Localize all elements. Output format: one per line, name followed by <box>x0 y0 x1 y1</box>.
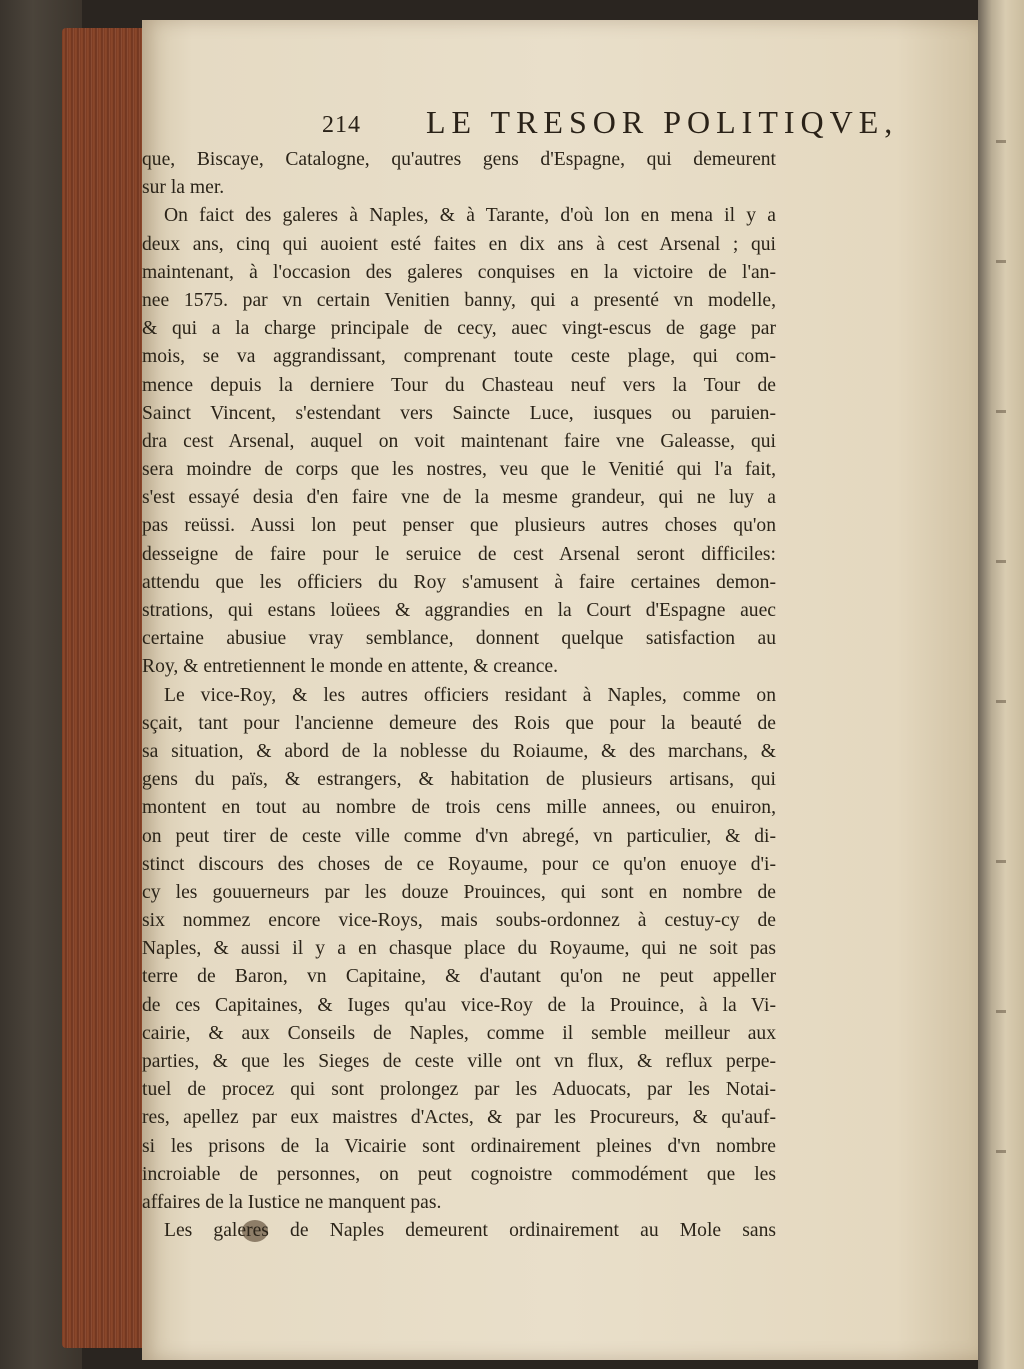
text-line: Roy, & entretiennent le monde en attente, & creance. <box>142 656 559 678</box>
text-line: parties, & que les Sieges de ceste ville ont vn flux, & reflux perpe- <box>142 1051 776 1072</box>
text-line: cairie, & aux Conseils de Naples, comme il semble meilleur aux <box>142 1022 776 1044</box>
text-line: mois, se va aggrandissant, comprenant toute ceste plage, qui com- <box>142 346 776 368</box>
text-line: si les prisons de la Vicairie sont ordinairement pleines d'vn nombre <box>142 1135 776 1157</box>
text-line: Naples, & aussi il y a en chasque place du Royaume, qui ne soit pas <box>142 938 776 960</box>
text-line: certaine abusiue vray semblance, donnent quelque satisfaction au <box>142 628 776 650</box>
text-line: stinct discours des choses de ce Royaume, pour ce qu'on enuoye d'i- <box>142 853 776 875</box>
page-edges <box>62 28 150 1348</box>
text-line: sur la mer. <box>142 177 225 199</box>
text-line: six nommez encore vice-Roys, mais soubs-ordonnez à cestuy-cy de <box>142 910 776 932</box>
text-line: mence depuis la derniere Tour du Chasteau neuf vers la Tour de <box>142 374 776 396</box>
text-line: sa situation, & abord de la noblesse du Roiaume, & des marchans, & <box>142 740 776 762</box>
text-line: incroiable de personnes, on peut cognoistre commodément que les <box>142 1163 776 1185</box>
text-line: Sainct Vincent, s'estendant vers Saincte Luce, iusques ou paruien- <box>142 402 776 424</box>
text-line: cy les gouuerneurs par les douze Prouinces, qui sont en nombre de <box>142 881 776 903</box>
text-line: On faict des galeres à Naples, & à Tarante, d'où lon en mena il y a <box>164 205 776 227</box>
text-line: strations, qui estans loüees & aggrandies en la Court d'Espagne auec <box>142 600 776 621</box>
text-line: terre de Baron, vn Capitaine, & d'autant qu'on ne peut appeller <box>142 966 776 988</box>
text-line: tuel de procez qui sont prolongez par les Aduocats, par les Notai- <box>142 1079 776 1101</box>
text-line: pas reüssi. Aussi lon peut penser que plusieurs autres choses qu'on <box>142 515 776 537</box>
text-line: deux ans, cinq qui auoient esté faites en dix ans à cest Arsenal ; qui <box>142 233 776 255</box>
body-text <box>142 146 776 1245</box>
text-line: nee 1575. par vn certain Venitien banny, qui a presenté vn modelle, <box>142 289 776 311</box>
text-line: sera moindre de corps que les nostres, veu que le Venitié qui l'a fait, <box>142 459 776 481</box>
text-line: que, Biscaye, Catalogne, qu'autres gens d'Espagne, qui demeurent <box>142 149 776 170</box>
text-line: attendu que les officiers du Roy s'amusent à faire certaines demon- <box>142 571 776 593</box>
text-line: s'est essayé desia d'en faire vne de la mesme grandeur, qui ne luy a <box>142 487 776 509</box>
text-line: Les galeres de Naples demeurent ordinairement au Mole sans <box>164 1220 776 1242</box>
text-line: desseigne de faire pour le seruice de cest Arsenal seront difficiles: <box>142 543 776 565</box>
text-line: sçait, tant pour l'ancienne demeure des Rois que pour la beauté de <box>142 712 776 734</box>
text-line: Le vice-Roy, & les autres officiers residant à Naples, comme on <box>164 684 776 706</box>
running-head <box>180 104 899 146</box>
text-line: affaires de la Iustice ne manquent pas. <box>142 1191 442 1213</box>
facing-page-edge <box>978 0 1024 1369</box>
page-number: 214 <box>322 112 361 138</box>
text-line: dra cest Arsenal, auquel on voit maintenant faire vne Galeasse, qui <box>142 430 776 452</box>
running-title: LE TRESOR POLITIQVE, <box>426 104 899 140</box>
text-line: & qui a la charge principale de cecy, auec vingt-escus de gage par <box>142 318 776 340</box>
text-line: on peut tirer de ceste ville comme d'vn abregé, vn particulier, & di- <box>142 825 776 847</box>
text-line: de ces Capitaines, & Iuges qu'au vice-Roy de la Prouince, à la Vi- <box>142 994 776 1016</box>
text-line: montent en tout au nombre de trois cens mille annees, ou enuiron, <box>142 797 776 819</box>
text-line: gens du païs, & estrangers, & habitation de plusieurs artisans, qui <box>142 769 776 791</box>
text-line: maintenant, à l'occasion des galeres conquises en la victoire de l'an- <box>142 261 776 283</box>
text-line: res, apellez par eux maistres d'Actes, & par les Procureurs, & qu'auf- <box>142 1107 776 1129</box>
